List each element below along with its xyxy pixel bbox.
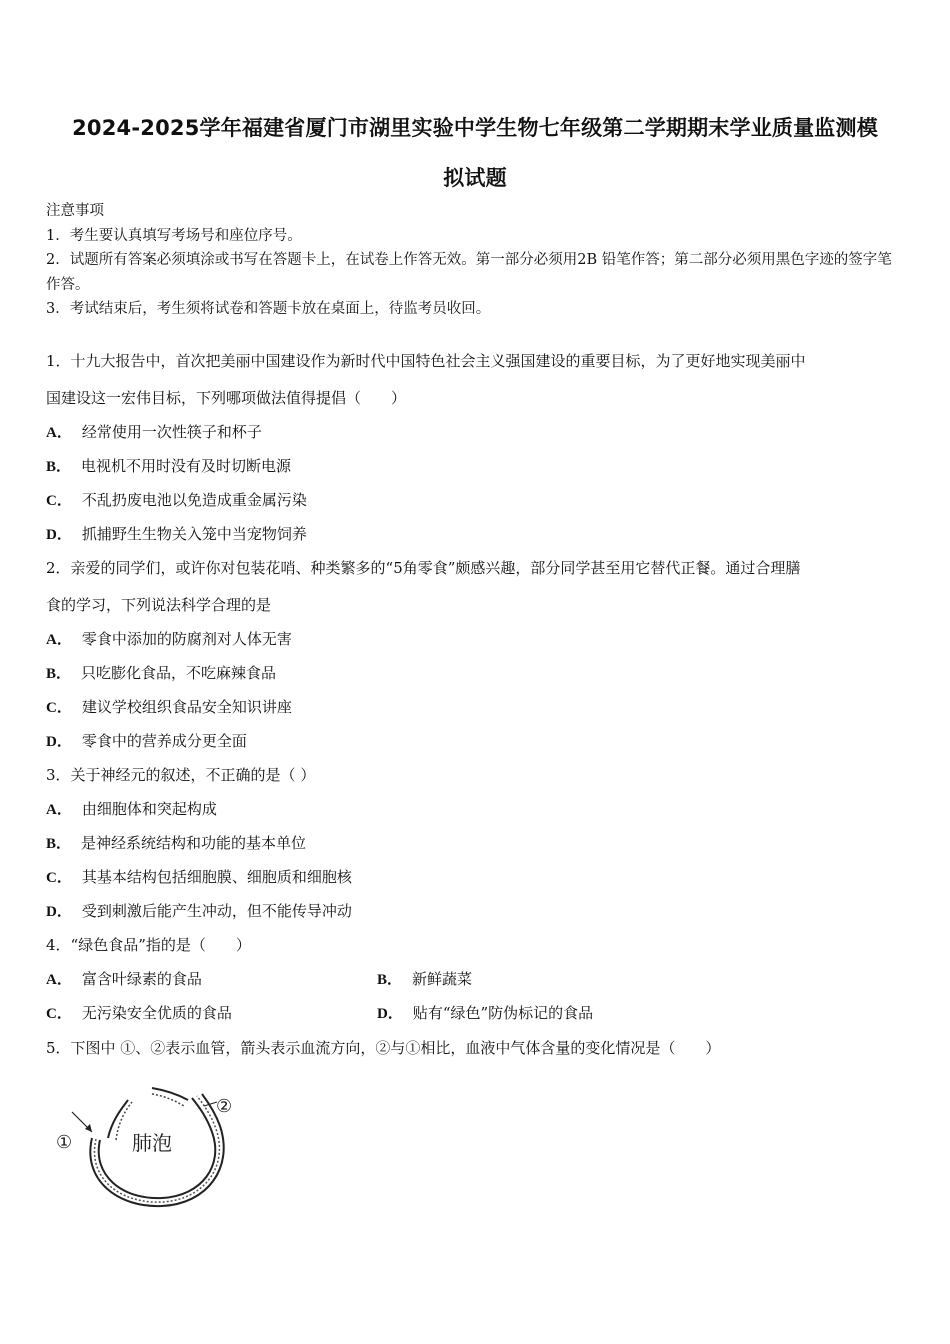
question-3-option-b — [46, 832, 306, 853]
notice-item: 1．考生要认真填写考场号和座位序号。 — [46, 227, 302, 244]
option-letter: C． — [46, 870, 72, 886]
notice-item: 2．试题所有答案必须填涂或书写在答题卡上，在试卷上作答无效。第一部分必须用2B 铅笔作答；第二部分必须用黑色字迹的签字笔作答。 — [46, 252, 892, 293]
question-4-option-a — [46, 968, 202, 989]
option-text: 无污染安全优质的食品 — [81, 1004, 232, 1022]
option-text: 受到刺激后能产生冲动，但不能传导冲动 — [81, 902, 352, 920]
option-letter: B． — [46, 836, 72, 852]
question-3-option-c — [46, 866, 352, 887]
option-letter: D． — [46, 527, 72, 543]
option-text: 是神经系统结构和功能的基本单位 — [81, 834, 307, 852]
question-4-option-b — [377, 968, 472, 989]
option-letter: A． — [46, 425, 72, 441]
option-letter: A． — [46, 802, 72, 818]
option-text: 由细胞体和突起构成 — [81, 800, 217, 818]
question-2-option-b — [46, 662, 276, 683]
option-text: 其基本结构包括细胞膜、细胞质和细胞核 — [81, 868, 352, 886]
question-1-stem: 1．十九大报告中，首次把美丽中国建设作为新时代中国特色社会主义强国建设的重要目标，为了更好地实现美丽中 — [46, 352, 806, 370]
option-letter: D． — [377, 1006, 403, 1022]
arrowhead-icon — [85, 1124, 92, 1132]
alveolus-label: 肺泡 — [132, 1131, 172, 1155]
alveolus-opening-left-cells — [116, 1102, 132, 1140]
notice-section — [46, 199, 906, 322]
vessel-2-label: ② — [216, 1096, 233, 1117]
question-1-option-b — [46, 455, 291, 476]
option-text: 零食中的营养成分更全面 — [81, 732, 247, 750]
option-text: 抓捕野生生物关入笼中当宠物饲养 — [81, 525, 307, 543]
question-1-option-d — [46, 523, 307, 544]
option-text: 零食中添加的防腐剂对人体无害 — [81, 630, 292, 648]
question-4-option-c — [46, 1002, 232, 1023]
alveolus-opening-left — [108, 1100, 128, 1138]
question-4-stem: 4．“绿色食品”指的是（ ） — [46, 936, 251, 954]
question-3-stem: 3．关于神经元的叙述，不正确的是（ ） — [46, 766, 316, 784]
vessel-1-label: ① — [56, 1132, 73, 1153]
option-letter: D． — [46, 904, 72, 920]
question-2-stem: 2．亲爱的同学们，或许你对包装花哨、种类繁多的“5角零食”颇感兴趣，部分同学甚至用它替代正餐。通过合理膳 — [46, 559, 801, 577]
document-title-line2: 拟试题 — [443, 166, 507, 190]
notice-heading: 注意事项 — [46, 203, 104, 219]
question-2-option-d — [46, 730, 247, 751]
option-text: 贴有“绿色”防伪标记的食品 — [412, 1004, 594, 1022]
option-letter: B． — [46, 666, 72, 682]
option-text: 新鲜蔬菜 — [412, 970, 473, 988]
option-letter: D． — [46, 734, 72, 750]
option-text: 只吃膨化食品，不吃麻辣食品 — [81, 664, 277, 682]
option-letter: B． — [46, 459, 72, 475]
option-text: 不乱扔废电池以免造成重金属污染 — [81, 491, 307, 509]
option-letter: C． — [46, 1006, 72, 1022]
option-letter: A． — [46, 632, 72, 648]
document-title-line1: 2024-2025学年福建省厦门市湖里实验中学生物七年级第二学期期末学业质量监测模 — [72, 116, 878, 140]
option-letter: C． — [46, 700, 72, 716]
question-1-stem-cont: 国建设这一宏伟目标，下列哪项做法值得提倡（ ） — [46, 389, 407, 407]
option-letter: B． — [377, 972, 403, 988]
question-1-option-a — [46, 421, 262, 442]
option-text: 富含叶绿素的食品 — [81, 970, 202, 988]
question-3-option-d — [46, 900, 352, 921]
question-1-option-c — [46, 489, 307, 510]
question-5-stem: 5．下图中 ①、②表示血管，箭头表示血流方向，②与①相比，血液中气体含量的变化情况是（ ） — [46, 1039, 721, 1057]
question-2-stem-cont: 食的学习，下列说法科学合理的是 — [46, 596, 272, 614]
question-3-option-a — [46, 798, 217, 819]
alveolus-opening-right — [152, 1088, 188, 1100]
option-letter: A． — [46, 972, 72, 988]
option-text: 建议学校组织食品安全知识讲座 — [81, 698, 292, 716]
notice-item: 3．考试结束后，考生须将试卷和答题卡放在桌面上，待监考员收回。 — [46, 301, 491, 317]
alveolus-figure — [52, 1080, 252, 1212]
question-4-option-d — [377, 1002, 593, 1023]
question-2-option-c — [46, 696, 292, 717]
option-text: 经常使用一次性筷子和杯子 — [81, 423, 262, 441]
option-letter: C． — [46, 493, 72, 509]
option-text: 电视机不用时没有及时切断电源 — [81, 457, 292, 475]
question-2-option-a — [46, 628, 292, 649]
